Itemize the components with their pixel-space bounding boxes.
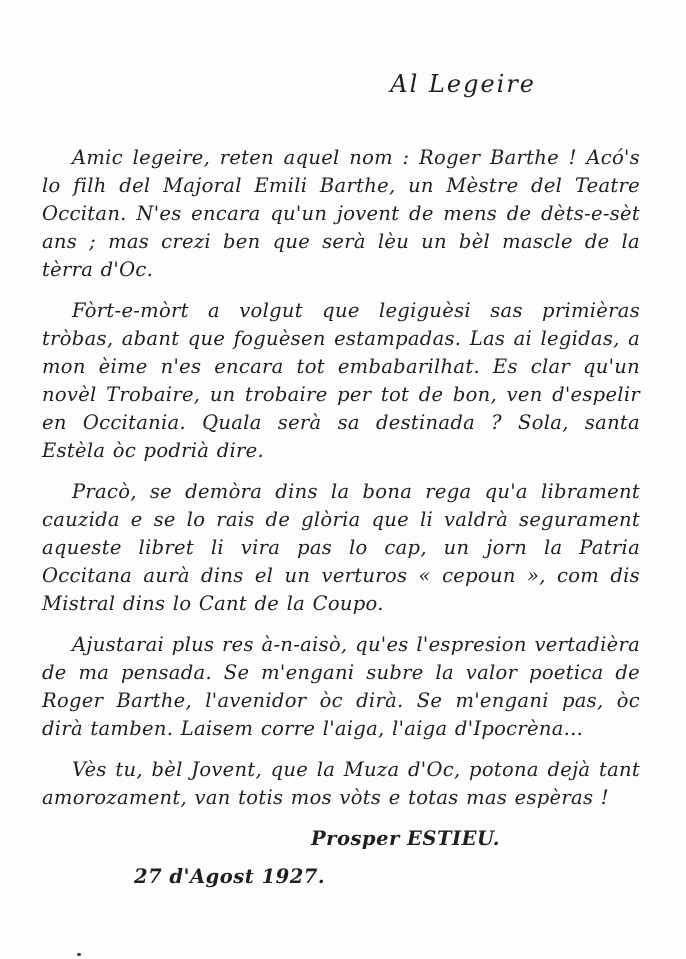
paragraph: Pracò, se demòra dins la bona rega qu'a librament cauzida e se lo rais de glòria que li valdrà segurament aqueste libret li vira pas lo cap, un jorn la Patria Occitana aurà dins el un verturos « cepoun », com dis Mistral dins lo Cant de la Coupo.: [42, 480, 640, 615]
paragraph: Fòrt-e-mòrt a volgut que legiguèsi sas primièras tròbas, abant que foguèsen estampadas. Las ai legidas, a mon èime n'es encara tot embabarilhat. Es clar qu'un novèl Trobaire, un trobaire per tot de bon, ven d'espelir en Occitania. Quala serà sa destinada ? Sola, santa Estèla òc podrià dire.: [42, 299, 640, 462]
paragraph: Ajustarai plus res à-n-aisò, qu'es l'espresion vertadièra de ma pensada. Se m'engani subre la valor poetica de Roger Barthe, l'avenidor òc dirà. Se m'engani pas, òc dirà tamben. Laisem corre l'aiga, l'aiga d'Ipocrèna...: [42, 633, 640, 740]
ink-speck: [77, 953, 81, 956]
author-signature: Prosper ESTIEU.: [311, 827, 500, 850]
paragraph: Amic legeire, reten aquel nom : Roger Barthe ! Acó's lo filh del Majoral Emili Barthe, un Mèstre del Teatre Occitan. N'es encara qu'un jovent de mens de dèts-e-sèt ans ; mas crezi ben que serà lèu un bèl mascle de la tèrra d'Oc.: [42, 146, 640, 281]
date-line: 27 d'Agost 1927.: [134, 865, 326, 888]
body-text: [0, 144, 686, 891]
page-title: Al Legeire: [390, 70, 536, 98]
paragraph: Vès tu, bèl Jovent, que la Muza d'Oc, potona dejà tant amorozament, van totis mos vòts e totas mas espèras !: [42, 758, 640, 809]
